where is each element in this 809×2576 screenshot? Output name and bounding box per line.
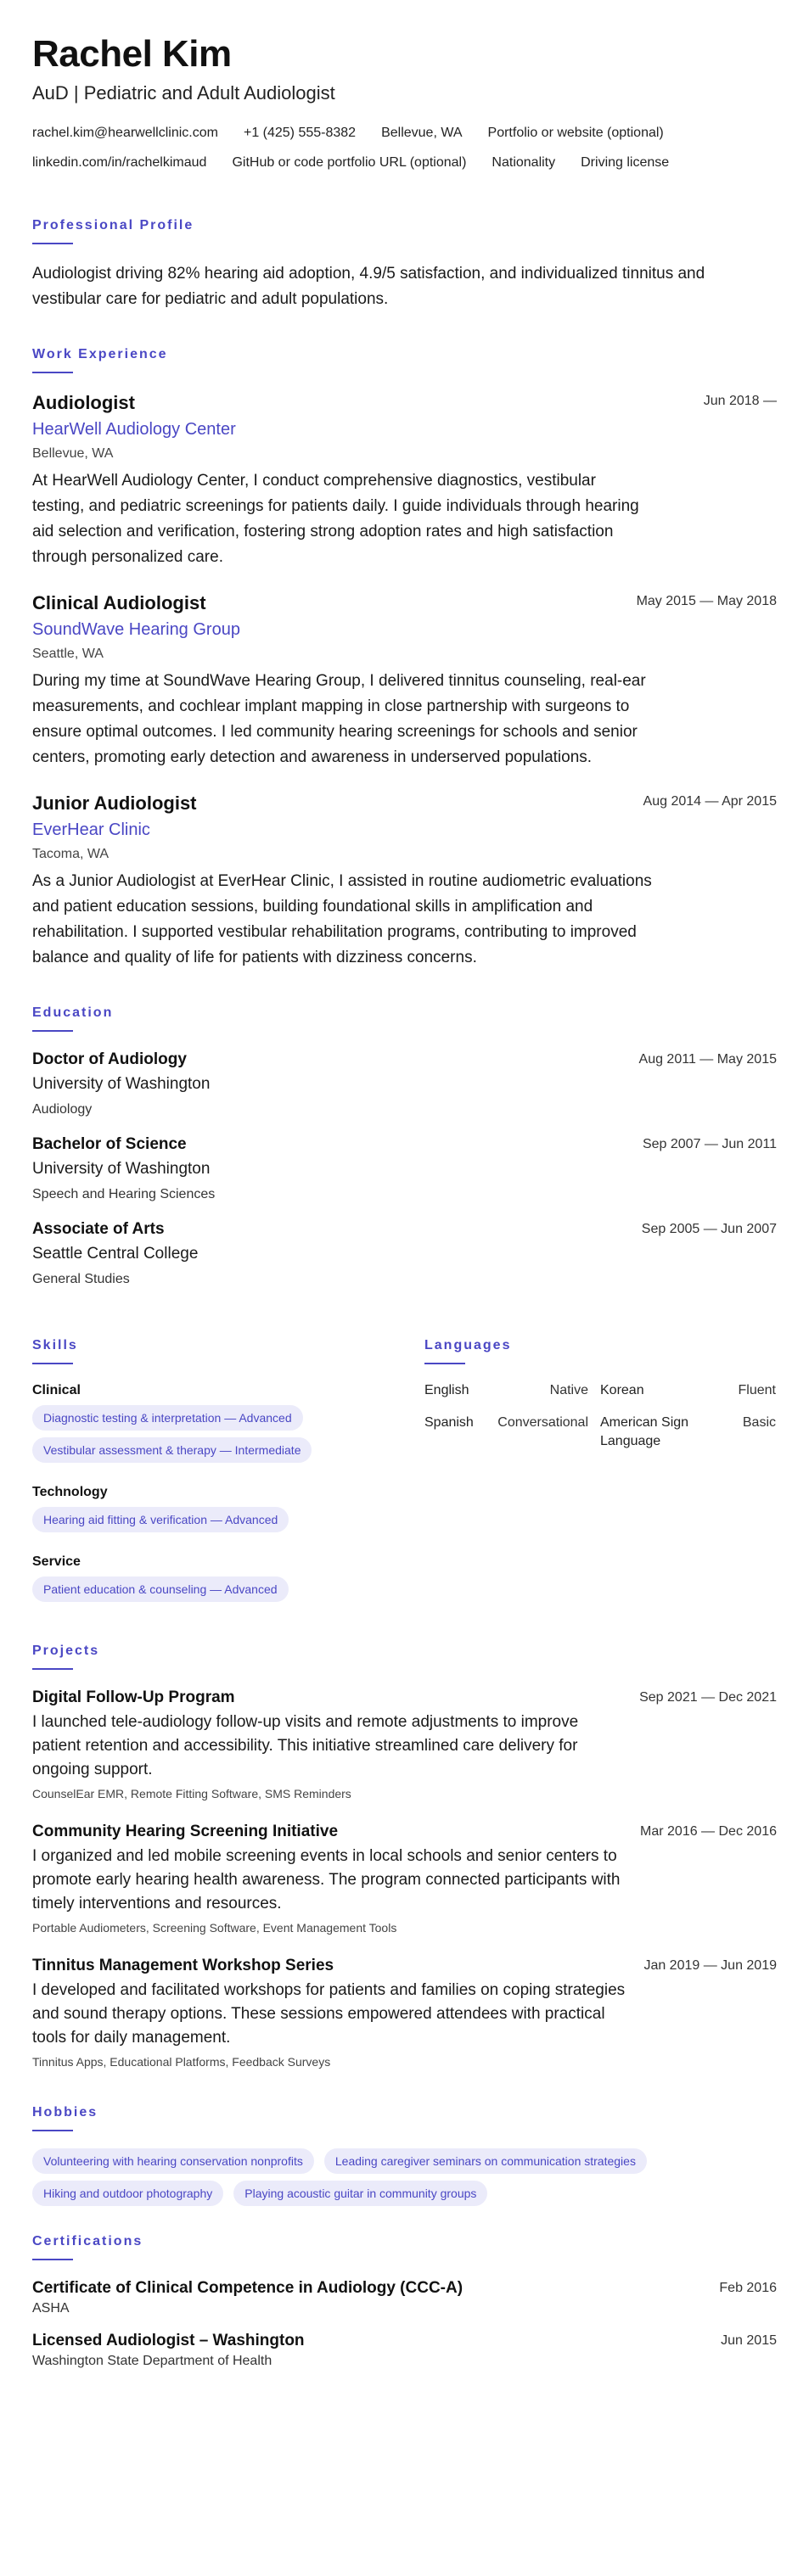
language-name: American Sign Language: [600, 1415, 689, 1448]
language-level: Conversational: [497, 1415, 588, 1430]
job-company: EverHear Clinic: [32, 820, 150, 839]
section-divider: [32, 1363, 73, 1364]
project-entry: [32, 1687, 777, 1802]
certification-name: Licensed Audiologist – Washington: [32, 2332, 305, 2349]
certification-entry: [32, 2330, 777, 2371]
section-divider: [32, 1668, 73, 1670]
section-title-profile: Professional Profile: [32, 218, 194, 232]
education-degree: Associate of Arts: [32, 1220, 165, 1238]
skill-chip: Diagnostic testing & interpretation — Advanced: [32, 1405, 303, 1431]
project-description: I organized and led mobile screening events in local schools and senior centers to promote early hearing health awareness. The program connected participants with timely interventions and resources.: [32, 1847, 621, 1912]
section-title-languages: Languages: [424, 1338, 512, 1352]
language-level: Native: [549, 1383, 588, 1397]
skill-chip-list: [32, 1507, 424, 1539]
education-section: [32, 1005, 777, 1290]
project-tech: Tinnitus Apps, Educational Platforms, Feedback Surveys: [32, 2055, 331, 2069]
projects-section: [32, 1643, 777, 2070]
certification-org: ASHA: [32, 2301, 70, 2316]
hobby-chip: Playing acoustic guitar in community groups: [233, 2181, 487, 2206]
skill-group-title: Clinical: [32, 1383, 81, 1397]
education-school: University of Washington: [32, 1160, 211, 1178]
education-dates: Sep 2005 — Jun 2007: [641, 1222, 777, 1236]
project-tech: Portable Audiometers, Screening Software, Event Management Tools: [32, 1921, 397, 1935]
job-dates: Jun 2018 —: [703, 394, 777, 408]
skill-group-title: Service: [32, 1554, 81, 1569]
education-field: Speech and Hearing Sciences: [32, 1187, 216, 1201]
project-tech: CounselEar EMR, Remote Fitting Software, SMS Reminders: [32, 1787, 351, 1800]
contact-phone[interactable]: +1 (425) 555-8382: [243, 126, 357, 140]
project-dates: Mar 2016 — Dec 2016: [640, 1824, 777, 1839]
hobby-chip-list: [32, 2148, 777, 2213]
section-divider: [32, 1030, 73, 1032]
contact-location: Bellevue, WA: [381, 126, 463, 140]
certification-date: Feb 2016: [719, 2281, 777, 2295]
project-entry: [32, 1955, 777, 2070]
job-location: Tacoma, WA: [32, 847, 110, 861]
skill-chip: Patient education & counseling — Advanced: [32, 1576, 289, 1602]
section-divider: [32, 2259, 73, 2260]
languages-section: [424, 1303, 777, 1622]
job-dates: Aug 2014 — Apr 2015: [643, 794, 777, 809]
candidate-name: Rachel Kim: [32, 33, 232, 75]
project-title: Tinnitus Management Workshop Series: [32, 1957, 334, 1974]
candidate-headline: AuD | Pediatric and Adult Audiologist: [32, 82, 335, 104]
contact-github[interactable]: GitHub or code portfolio URL (optional): [232, 155, 467, 170]
contact-linkedin[interactable]: linkedin.com/in/rachelkimaud: [32, 155, 207, 170]
language-item: [600, 1414, 776, 1451]
certification-date: Jun 2015: [721, 2333, 777, 2348]
section-title-skills: Skills: [32, 1338, 78, 1352]
section-divider: [32, 372, 73, 373]
language-item: [600, 1381, 776, 1400]
skill-group-title: Technology: [32, 1485, 108, 1499]
section-title-projects: Projects: [32, 1644, 100, 1658]
section-title-experience: Work Experience: [32, 347, 168, 361]
education-field: Audiology: [32, 1102, 93, 1117]
skills-languages-row: [32, 1303, 777, 1622]
hobby-chip: Leading caregiver seminars on communication strategies: [324, 2148, 647, 2174]
project-entry: [32, 1821, 777, 1936]
section-title-education: Education: [32, 1005, 114, 1020]
contact-list: [32, 124, 777, 183]
certification-entry: [32, 2277, 777, 2318]
section-title-certifications: Certifications: [32, 2234, 143, 2248]
job-title: Audiologist: [32, 392, 135, 413]
education-dates: Sep 2007 — Jun 2011: [642, 1137, 777, 1151]
project-title: Community Hearing Screening Initiative: [32, 1823, 339, 1840]
language-list: [424, 1381, 777, 1464]
hobbies-section: [32, 2104, 777, 2213]
section-divider: [32, 2130, 73, 2131]
project-title: Digital Follow-Up Program: [32, 1688, 235, 1706]
job-dates: May 2015 — May 2018: [636, 594, 777, 608]
certification-org: Washington State Department of Health: [32, 2354, 272, 2368]
skill-chip-list: [32, 1405, 424, 1470]
job-title: Clinical Audiologist: [32, 592, 206, 613]
language-name: English: [424, 1383, 469, 1397]
resume-header: [32, 32, 777, 183]
job-title: Junior Audiologist: [32, 792, 197, 814]
education-degree: Bachelor of Science: [32, 1135, 187, 1153]
job-company: HearWell Audiology Center: [32, 420, 236, 439]
skill-chip: Vestibular assessment & therapy — Intermediate: [32, 1437, 312, 1463]
education-school: University of Washington: [32, 1075, 211, 1093]
skill-chip: Hearing aid fitting & verification — Advanced: [32, 1507, 289, 1532]
contact-driving-license: Driving license: [581, 155, 670, 170]
job-location: Bellevue, WA: [32, 446, 114, 461]
education-entry: [32, 1134, 777, 1205]
education-field: General Studies: [32, 1272, 130, 1286]
education-dates: Aug 2011 — May 2015: [638, 1052, 777, 1067]
profile-summary: Audiologist driving 82% hearing aid adoption, 4.9/5 satisfaction, and individualized tinnitus and vestibular care for pediatric and adult populations.: [32, 265, 705, 308]
job-description: At HearWell Audiology Center, I conduct comprehensive diagnostics, vestibular testing, and pediatric screenings for patients daily. I guide individuals through hearing aid selection and verification, fostering strong adoption rates and high satisfaction through personalized care.: [32, 472, 639, 566]
skills-section: [32, 1303, 424, 1622]
project-description: I developed and facilitated workshops for patients and families on coping strategies and sound therapy options. These sessions empowered attendees with practical tools for daily management.: [32, 1981, 626, 2047]
experience-section: [32, 346, 777, 971]
certification-name: Certificate of Clinical Competence in Audiology (CCC-A): [32, 2279, 463, 2297]
project-description: I launched tele-audiology follow-up visits and remote adjustments to improve patient retention and accessibility. This initiative streamlined care delivery for ongoing support.: [32, 1713, 579, 1778]
education-degree: Doctor of Audiology: [32, 1050, 187, 1068]
skill-chip-list: [32, 1576, 424, 1609]
job-entry: [32, 791, 777, 971]
section-divider: [424, 1363, 465, 1364]
hobby-chip: Hiking and outdoor photography: [32, 2181, 223, 2206]
job-description: During my time at SoundWave Hearing Group, I delivered tinnitus counseling, real-ear measurements, and cochlear implant mapping in close partnership with surgeons to ensure optimal outcomes. I led community hearing screenings for schools and senior centers, promoting early detection and awareness in underserved populations.: [32, 672, 646, 766]
education-entry: [32, 1218, 777, 1290]
project-dates: Sep 2021 — Dec 2021: [639, 1690, 777, 1705]
job-company: SoundWave Hearing Group: [32, 620, 240, 639]
certifications-section: [32, 2233, 777, 2371]
language-name: Spanish: [424, 1415, 474, 1430]
education-school: Seattle Central College: [32, 1245, 199, 1263]
job-location: Seattle, WA: [32, 647, 104, 661]
education-entry: [32, 1049, 777, 1120]
section-divider: [32, 243, 73, 244]
contact-portfolio[interactable]: Portfolio or website (optional): [487, 126, 664, 140]
language-item: [424, 1381, 600, 1400]
job-description: As a Junior Audiologist at EverHear Clinic, I assisted in routine audiometric evaluations and patient education sessions, building foundational skills in amplification and rehabilitation. I supported vestibular rehabilitation programs, contributing to improved balance and quality of life for patients with dizziness concerns.: [32, 872, 652, 966]
project-dates: Jan 2019 — Jun 2019: [643, 1958, 777, 1973]
contact-nationality: Nationality: [492, 155, 556, 170]
language-level: Fluent: [738, 1383, 776, 1397]
profile-section: [32, 217, 777, 312]
language-level: Basic: [742, 1415, 776, 1430]
contact-email[interactable]: rachel.kim@hearwellclinic.com: [32, 126, 218, 140]
language-item: [424, 1414, 600, 1451]
hobby-chip: Volunteering with hearing conservation nonprofits: [32, 2148, 314, 2174]
job-entry: [32, 591, 777, 770]
language-name: Korean: [600, 1383, 644, 1397]
section-title-hobbies: Hobbies: [32, 2105, 98, 2120]
job-entry: [32, 390, 777, 570]
